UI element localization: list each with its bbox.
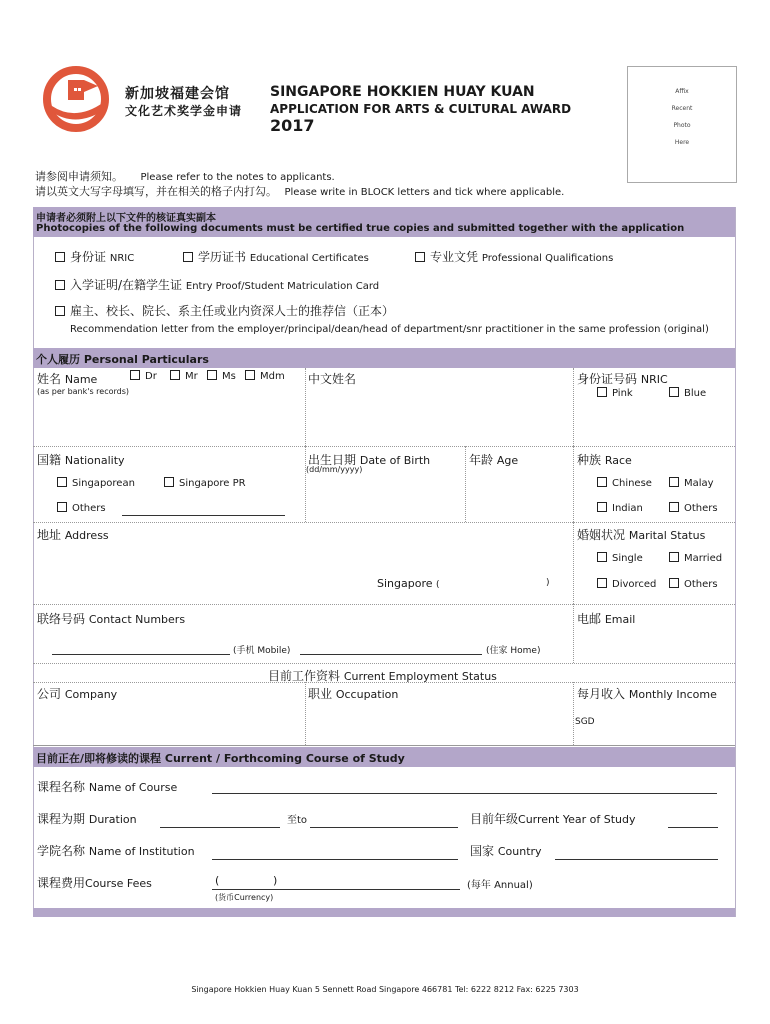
- doc-edu-item[interactable]: [183, 248, 369, 265]
- logo: [38, 66, 118, 132]
- marital-others-label: Others: [684, 579, 718, 590]
- title-mr-label: Mr: [185, 371, 198, 382]
- notes-cn-1: 请参阅申请须知。: [35, 170, 123, 183]
- contact-label-cn: 联络号码: [37, 612, 86, 626]
- nric-blue-label: Blue: [684, 388, 707, 399]
- course-band-cn: 目前正在/即将修读的课程: [36, 752, 162, 765]
- institution-label-en: Name of Institution: [88, 845, 195, 858]
- marital-others[interactable]: [669, 578, 718, 590]
- name-note: (as per bank's records): [37, 387, 130, 396]
- nat-others[interactable]: [57, 502, 106, 514]
- income-label-en: Monthly Income: [628, 688, 717, 701]
- course-band-title: [36, 750, 405, 766]
- course-name-label: [37, 778, 177, 795]
- divider: [305, 682, 306, 745]
- company-label-cn: 公司: [37, 687, 62, 701]
- notes-en-1: Please refer to the notes to applicants.: [140, 172, 335, 183]
- race-malay-label: Malay: [684, 478, 714, 489]
- footer-address: Singapore Hokkien Huay Kuan 5 Sennett Road Singapore 466781 Tel: 6222 8212 Fax: 6225 7303: [191, 985, 579, 994]
- nationality-label-en: Nationality: [64, 454, 125, 467]
- marital-married-label: Married: [684, 553, 723, 564]
- doc-prof-cn: 专业文凭: [430, 250, 479, 264]
- institution-label-cn: 学院名称: [37, 844, 86, 858]
- documents-band-cn: 申请者必须附上以下文件的核证真实副本: [36, 213, 216, 224]
- doc-rec-cn: 雇主、校长、院长、系主任或业内资深人士的推荐信（正本）: [70, 304, 395, 318]
- address-singapore: [377, 577, 440, 590]
- marital-single[interactable]: [597, 552, 643, 564]
- institution-field[interactable]: [212, 859, 458, 860]
- email-label-cn: 电邮: [577, 612, 602, 626]
- home-label: (住家 Home): [486, 646, 541, 656]
- title-mdm[interactable]: [245, 371, 285, 382]
- race-label: [577, 451, 632, 468]
- single-checkbox[interactable]: [597, 552, 607, 562]
- occupation-label-en: Occupation: [335, 688, 399, 701]
- entry-checkbox[interactable]: [55, 280, 65, 290]
- nric-label-cn: 身份证号码: [577, 372, 638, 386]
- nat-others-label: Others: [72, 503, 106, 514]
- duration-label-en: Duration: [88, 813, 137, 826]
- year-study-label-en: Current Year of Study: [518, 813, 636, 826]
- mobile-label: (手机 Mobile): [233, 646, 291, 656]
- race-label-cn: 种族: [577, 453, 602, 467]
- nat-others-checkbox[interactable]: [57, 502, 67, 512]
- course-name-label-cn: 课程名称: [37, 780, 86, 794]
- title-dr-label: Dr: [145, 371, 157, 382]
- email-label: [577, 610, 635, 627]
- chinese-name-label: 中文姓名: [308, 372, 357, 386]
- org-name-cn: 新加坡福建会馆: [125, 86, 230, 102]
- divider: [305, 368, 306, 446]
- address-label: [37, 526, 109, 543]
- employment-heading-cn: 目前工作资料: [268, 669, 341, 683]
- divider: [33, 604, 735, 605]
- course-band: [33, 747, 735, 767]
- fees-currency-close: ): [273, 874, 278, 887]
- address-label-en: Address: [64, 529, 109, 542]
- income-currency: SGD: [575, 717, 595, 727]
- photo-label-here: Here: [674, 139, 690, 146]
- address-singapore-label: Singapore: [377, 577, 433, 590]
- marital-label-en: Marital Status: [628, 529, 706, 542]
- country-label-cn: 国家: [470, 844, 495, 858]
- photo-label-recent: Recent: [671, 105, 693, 112]
- postal-paren-close: ): [546, 578, 550, 588]
- marital-label: [577, 526, 705, 543]
- duration-to-label: 至to: [287, 815, 308, 826]
- name-label-en: Name: [64, 373, 98, 386]
- duration-label: [37, 810, 137, 827]
- postal-paren-open: (: [436, 580, 440, 590]
- race-others-label: Others: [684, 503, 718, 514]
- fees-label: [37, 874, 152, 891]
- fees-label-en: Course Fees: [85, 877, 152, 890]
- nat-spr-label: Singapore PR: [179, 478, 246, 489]
- nric-checkbox[interactable]: [55, 252, 65, 262]
- notes-cn-2: 请以英文大写字母填写，并在相关的格子内打勾。: [35, 185, 277, 198]
- doc-prof-en: Professional Qualifications: [481, 253, 614, 264]
- nric-pink[interactable]: [597, 387, 633, 399]
- age-label-en: Age: [496, 454, 519, 467]
- income-label: [577, 685, 717, 702]
- personal-band-cn: 个人履历: [36, 353, 80, 366]
- doc-nric-cn: 身份证: [70, 250, 107, 264]
- nat-others-field[interactable]: [122, 515, 285, 516]
- age-label-cn: 年龄: [469, 453, 494, 467]
- award-name-cn: 文化艺术奖学金申请: [125, 104, 243, 118]
- nationality-label-cn: 国籍: [37, 453, 62, 467]
- dob-label-en: Date of Birth: [359, 454, 431, 467]
- marital-single-label: Single: [612, 553, 643, 564]
- award-year: 2017: [270, 116, 315, 135]
- title-dr[interactable]: [130, 371, 157, 382]
- chinese-checkbox[interactable]: [597, 477, 607, 487]
- photo-label-affix: Affix: [675, 88, 689, 95]
- documents-band: [33, 207, 735, 237]
- country-label-en: Country: [497, 845, 542, 858]
- notes-en-2: Please write in BLOCK letters and tick where applicable.: [284, 187, 565, 198]
- divider: [33, 663, 735, 664]
- photo-label-photo: Photo: [673, 122, 691, 129]
- fees-label-cn: 课程费用: [37, 876, 86, 890]
- spr-checkbox[interactable]: [164, 477, 174, 487]
- doc-entry-item[interactable]: [55, 276, 379, 293]
- mobile-field[interactable]: [52, 654, 230, 655]
- marital-married[interactable]: [669, 552, 722, 564]
- photo-box[interactable]: [627, 66, 737, 183]
- marital-divorced-label: Divorced: [612, 579, 657, 590]
- nric-label-en: NRIC: [640, 373, 668, 386]
- doc-nric-en: NRIC: [109, 253, 135, 264]
- bottom-band: [33, 908, 735, 917]
- nat-singaporean[interactable]: [57, 477, 135, 489]
- occupation-label: [308, 685, 398, 702]
- singaporean-checkbox[interactable]: [57, 477, 67, 487]
- edu-checkbox[interactable]: [183, 252, 193, 262]
- personal-band: [33, 348, 735, 368]
- contact-label-en: Contact Numbers: [88, 613, 186, 626]
- duration-to-field[interactable]: [310, 827, 458, 828]
- org-name-en: SINGAPORE HOKKIEN HUAY KUAN: [270, 84, 535, 100]
- nat-spr[interactable]: [164, 477, 246, 489]
- fees-currency-open: (: [215, 874, 220, 887]
- divider: [573, 682, 574, 745]
- year-study-label: [470, 810, 635, 827]
- divider: [33, 745, 735, 746]
- dob-label-cn: 出生日期: [308, 453, 357, 467]
- institution-label: [37, 842, 195, 859]
- marital-divorced[interactable]: [597, 578, 656, 590]
- rec-checkbox[interactable]: [55, 306, 65, 316]
- marital-others-checkbox[interactable]: [669, 578, 679, 588]
- employment-heading: [268, 667, 497, 684]
- divorced-checkbox[interactable]: [597, 578, 607, 588]
- divider: [33, 522, 735, 523]
- address-label-cn: 地址: [37, 528, 62, 542]
- doc-edu-cn: 学历证书: [198, 250, 247, 264]
- pink-checkbox[interactable]: [597, 387, 607, 397]
- documents-band-en: Photocopies of the following documents must be certified true copies and submitted together with the application: [36, 223, 685, 234]
- year-study-label-cn: 目前年级: [470, 812, 519, 826]
- personal-band-en: Personal Particulars: [83, 353, 209, 366]
- doc-nric-item[interactable]: [55, 248, 134, 265]
- email-label-en: Email: [604, 613, 636, 626]
- doc-rec-en: Recommendation letter from the employer/principal/dean/head of department/snr practitioner in the same profession (original): [70, 324, 709, 335]
- doc-prof-item[interactable]: [415, 248, 613, 265]
- divider: [305, 446, 306, 522]
- fees-currency-label: (货币Currency): [215, 893, 274, 902]
- doc-entry-en: Entry Proof/Student Matriculation Card: [185, 281, 380, 292]
- blue-checkbox[interactable]: [669, 387, 679, 397]
- doc-edu-en: Educational Certificates: [249, 253, 369, 264]
- year-study-field[interactable]: [668, 827, 718, 828]
- divider: [33, 446, 735, 447]
- race-malay[interactable]: [669, 477, 714, 489]
- nric-pink-label: Pink: [612, 388, 633, 399]
- name-label-cn: 姓名: [37, 372, 62, 386]
- dob-format: (dd/mm/yyyy): [306, 465, 363, 474]
- nric-blue[interactable]: [669, 387, 706, 399]
- race-indian-label: Indian: [612, 503, 643, 514]
- title-mdm-label: Mdm: [259, 371, 285, 382]
- divider: [573, 368, 574, 446]
- prof-checkbox[interactable]: [415, 252, 425, 262]
- fees-annual-label: (每年 Annual): [467, 880, 533, 891]
- fees-field[interactable]: [212, 889, 460, 890]
- award-name-en: APPLICATION FOR ARTS & CULTURAL AWARD: [270, 102, 572, 116]
- title-options: [130, 370, 285, 382]
- home-field[interactable]: [300, 654, 482, 655]
- race-indian[interactable]: [597, 502, 643, 514]
- marital-label-cn: 婚姻状况: [577, 528, 626, 542]
- country-field[interactable]: [555, 859, 718, 860]
- occupation-label-cn: 职业: [308, 687, 333, 701]
- name-label: [37, 370, 97, 387]
- divider: [573, 522, 574, 604]
- duration-label-cn: 课程为期: [37, 812, 86, 826]
- doc-entry-cn: 入学证明/在籍学生证: [70, 278, 183, 292]
- course-name-label-en: Name of Course: [88, 781, 178, 794]
- nat-singaporean-label: Singaporean: [72, 478, 135, 489]
- indian-checkbox[interactable]: [597, 502, 607, 512]
- company-label: [37, 685, 117, 702]
- race-chinese-label: Chinese: [612, 478, 652, 489]
- race-chinese[interactable]: [597, 477, 652, 489]
- notes-line-1: [35, 168, 335, 184]
- country-label: [470, 842, 542, 859]
- divider: [573, 446, 574, 522]
- race-others-checkbox[interactable]: [669, 502, 679, 512]
- title-ms[interactable]: [207, 371, 236, 382]
- course-name-field[interactable]: [212, 793, 717, 794]
- malay-checkbox[interactable]: [669, 477, 679, 487]
- race-others[interactable]: [669, 502, 718, 514]
- divider: [465, 446, 466, 522]
- company-label-en: Company: [64, 688, 118, 701]
- nationality-label: [37, 451, 125, 468]
- employment-heading-en: Current Employment Status: [343, 670, 497, 683]
- doc-rec-item[interactable]: [55, 302, 394, 319]
- married-checkbox[interactable]: [669, 552, 679, 562]
- title-mr[interactable]: [170, 371, 198, 382]
- income-label-cn: 每月收入: [577, 687, 626, 701]
- duration-from-field[interactable]: [160, 827, 280, 828]
- contact-label: [37, 610, 185, 627]
- personal-band-title: [36, 351, 209, 367]
- race-label-en: Race: [604, 454, 632, 467]
- age-label: [469, 451, 518, 468]
- title-ms-label: Ms: [221, 371, 236, 382]
- notes-line-2: [35, 183, 564, 199]
- divider: [573, 604, 574, 663]
- nric-label: [577, 370, 668, 387]
- course-band-en: Current / Forthcoming Course of Study: [164, 752, 405, 765]
